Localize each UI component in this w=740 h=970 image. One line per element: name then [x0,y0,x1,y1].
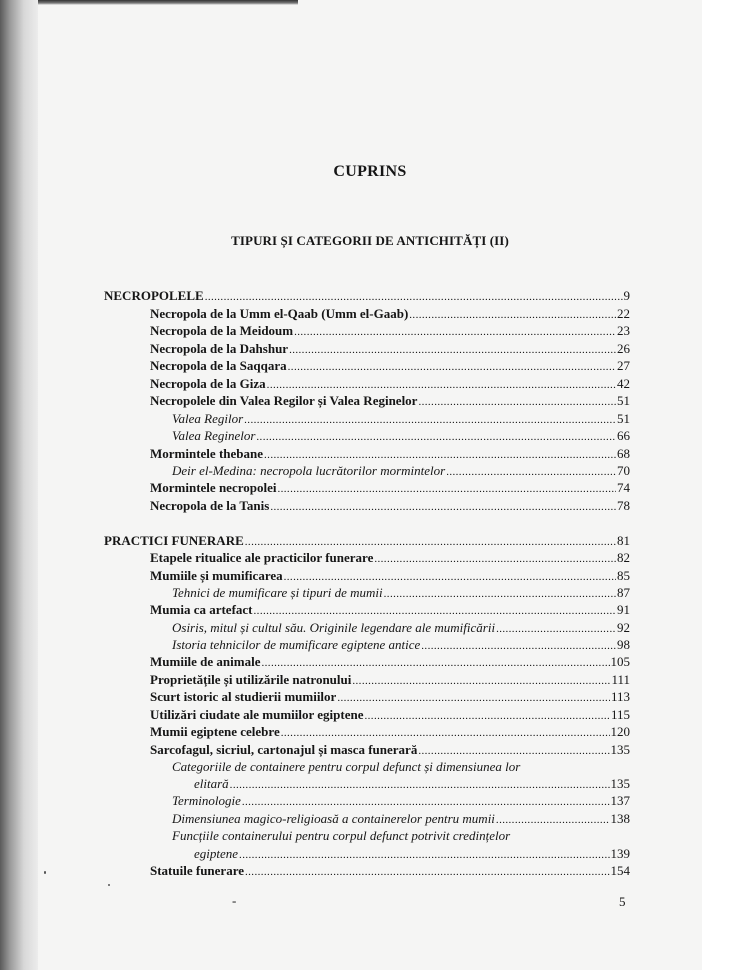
toc-entry [0,497,740,514]
toc-entry-title: NECROPOLELE [104,288,204,303]
toc-entry-page: 98 [617,637,630,652]
toc-entry-title: Istoria tehnicilor de mumificare egiptene antice [172,637,421,652]
toc-entry-page: 51 [617,411,630,426]
toc-entry-page: 81 [617,533,630,548]
toc-entry [0,375,740,392]
toc-entry-page: 51 [617,393,630,408]
toc-entry-title: Tehnici de mumificare și tipuri de mumii [172,585,383,600]
toc-entry [0,287,740,304]
toc-entry [0,305,740,322]
toc-entry-page: 85 [617,568,630,583]
toc-entry-page: 113 [610,689,630,704]
toc-dot-leader [294,324,616,341]
toc-dot-leader [337,690,610,707]
toc-entry-page: 23 [617,323,630,338]
toc-entry-page: 74 [617,480,630,495]
toc-dot-leader [205,289,623,306]
toc-entry-page: 135 [610,742,630,757]
toc-entry-title: Necropolele din Valea Regilor și Valea Reginelor [150,393,418,408]
toc-entry-title: Scurt istoric al studierii mumiilor [150,689,337,704]
toc-entry-title: Mormintele thebane [150,446,264,461]
toc-entry [0,706,740,723]
toc-entry-title: Necropola de la Meidoum [150,323,294,338]
toc-entry-title: Etapele ritualice ale practicilor funerare [150,550,374,565]
toc-dot-leader [245,864,610,881]
toc-dot-leader [256,429,616,446]
toc-entry-page: 27 [617,358,630,373]
toc-entry [0,723,740,740]
toc-entry-title: Osiris, mitul și cultul său. Originile legendare ale mumificării [172,620,496,635]
toc-entry [0,671,740,688]
toc-entry [0,427,740,444]
toc-dot-leader [281,725,610,742]
page-title: CUPRINS [333,163,407,180]
toc-entry-page: 66 [617,428,630,443]
toc-entry-title: Mormintele necropolei [150,480,277,495]
toc-entry [0,532,740,549]
toc-entry-page: 111 [611,672,630,687]
toc-entry [0,601,740,618]
toc-entry-page: 87 [617,585,630,600]
toc-entry [0,845,740,862]
toc-entry-title: Valea Regilor [172,411,244,426]
toc-entry-page: 42 [617,376,630,391]
toc-entry-page: 22 [617,306,630,321]
toc-entry-page: 70 [617,463,630,478]
toc-entry-title: Mumiile de animale [150,654,261,669]
toc-entry-title: Utilizări ciudate ale mumiilor egiptene [150,707,364,722]
toc-entry-title: Statuile funerare [150,863,244,878]
toc-entry-title: Mumiile și mumificarea [150,568,283,583]
toc-entry-title: Terminologie [172,793,241,808]
toc-entry-page: 138 [610,811,630,826]
scan-speck [44,871,46,874]
toc-entry [0,410,740,427]
toc-entry [0,567,740,584]
toc-dot-leader [288,359,616,376]
toc-entry-title: Necropola de la Umm el-Qaab (Umm el-Gaab) [150,306,409,321]
toc-dot-leader [418,394,616,411]
toc-entry-title-line1: Funcțiile containerului pentru corpul defunct potrivit credințelor [172,828,511,843]
toc-entry-title: Dimensiunea magico-religioasă a containerelor pentru mumii [172,811,495,826]
toc-entry [0,792,740,809]
toc-entry [0,688,740,705]
toc-entry-page: 139 [610,846,630,861]
toc-entry [0,357,740,374]
scan-speck [108,884,110,886]
toc-entry-title: Necropola de la Tanis [150,498,270,513]
page-number: 5 [619,894,626,909]
toc-entry-page: 68 [617,446,630,461]
toc-entry-title: Necropola de la Giza [150,376,266,391]
toc-entry-title: Proprietățile și utilizările natronului [150,672,352,687]
toc-dot-leader [254,603,616,620]
page-top-shadow [38,0,298,5]
toc-entry-title: PRACTICI FUNERARE [104,533,244,548]
toc-entry-title: Deir el-Medina: necropola lucrătorilor mormintelor [172,463,446,478]
toc-entry-page: 135 [610,776,630,791]
toc-entry-title: Necropola de la Saqqara [150,358,287,373]
toc-dot-leader [270,499,616,516]
toc-entry-title: Necropola de la Dahshur [150,341,289,356]
toc-entry-title-line1: Categoriile de containere pentru corpul defunct și dimensiunea lor [172,759,521,774]
toc-dot-leader [277,481,616,498]
toc-entry [0,584,740,601]
toc-entry-title: Sarcofagul, sicriul, cartonajul și masca funerară [150,742,418,757]
toc-entry-title: Valea Reginelor [172,428,256,443]
toc-entry-title: elitară [194,776,229,791]
toc-dot-leader [262,655,610,672]
toc-entry-page: 154 [610,863,630,878]
toc-entry [0,462,740,479]
page-subtitle: TIPURI ȘI CATEGORII DE ANTICHITĂȚI (II) [231,233,509,248]
toc-entry [0,340,740,357]
toc-entry-title: Mumii egiptene celebre [150,724,280,739]
toc-entry [0,775,740,792]
footer-mark: - [232,893,237,908]
toc-entry [0,810,740,827]
toc-entry [0,741,740,758]
toc-entry-page: 115 [610,707,630,722]
toc-entry [0,619,740,636]
toc-entry-page: 78 [617,498,630,513]
toc-entry-title: Mumia ca artefact [150,602,253,617]
toc-entry [0,653,740,670]
toc-entry [0,862,740,879]
toc-entry [0,479,740,496]
toc-entry-page: 91 [617,602,630,617]
toc-entry-page: 9 [623,288,630,303]
toc-entry-page: 137 [610,793,630,808]
toc-entry-page: 120 [610,724,630,739]
toc-dot-leader [496,812,610,829]
toc-dot-leader [374,551,616,568]
toc-dot-leader [242,794,610,811]
toc-entry [0,392,740,409]
toc-entry-page: 92 [617,620,630,635]
toc-entry-page: 105 [610,654,630,669]
toc-entry-title: egiptene [194,846,239,861]
toc-entry [0,636,740,653]
toc-entry-page: 26 [617,341,630,356]
toc-entry-page: 82 [617,550,630,565]
toc-entry [0,322,740,339]
toc-entry [0,549,740,566]
toc-entry [0,445,740,462]
